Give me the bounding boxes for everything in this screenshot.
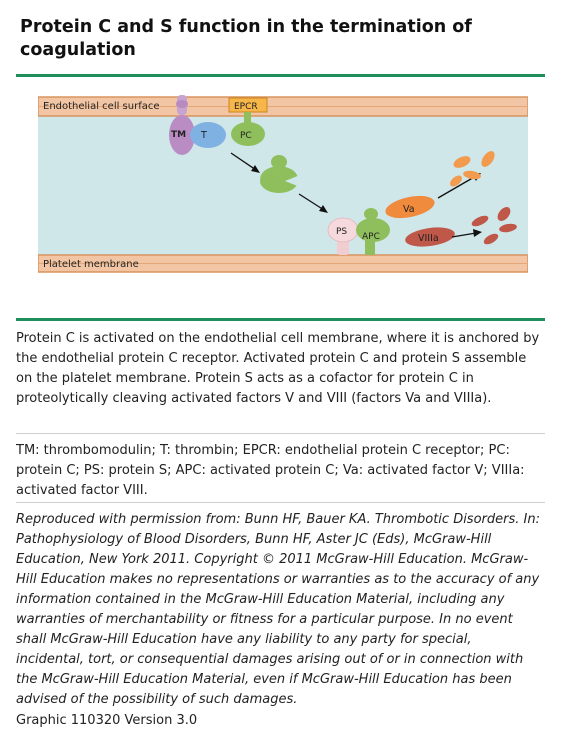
- section-divider: [16, 502, 545, 503]
- title-divider: [16, 74, 545, 77]
- coagulation-diagram: [38, 93, 528, 278]
- page-title: Protein C and S function in the termination of coagulation: [20, 17, 472, 60]
- permission-credit: Reproduced with permission from: Bunn HF, Bauer KA. Thrombotic Disorders. In: Pathophysiology of Blood Disorders, Bunn HF, Aster JC (Eds), McGraw-Hill Education, New York 2011. Copyright © 2011 McGraw-Hill Education. McGraw-Hill Education makes no representations or warranties as to the accuracy of any information contained in the McGraw-Hill Education Material, including any warranties of merchantability or fitness for a particular purpose. In no event shall McGraw-Hill Education have any liability to any party for special, incidental, tort, or consequential damages arising out of or in connection with the McGraw-Hill Education Material, even if McGraw-Hill Education has been advised of the possibility of such damages.: [16, 512, 540, 707]
- pc-label: PC: [240, 131, 252, 141]
- ps-label: PS: [336, 227, 348, 237]
- section-divider: [16, 433, 545, 434]
- endothelial-membrane-label: Endothelial cell surface: [43, 101, 160, 112]
- abbreviations: TM: thrombomodulin; T: thrombin; EPCR: endothelial protein C receptor; PC: protein C; PS: protein S; APC: activated protein C; Va: activated factor V; VIIIa: activated factor VIII.: [16, 443, 525, 498]
- graphic-id: Graphic 110320 Version 3.0: [16, 713, 198, 728]
- tm-label: TM: [171, 130, 187, 140]
- platelet-membrane-label: Platelet membrane: [43, 259, 139, 270]
- epcr-label: EPCR: [234, 102, 258, 112]
- va-label: Va: [403, 204, 415, 215]
- apc-label: APC: [362, 232, 380, 242]
- viiia-label: VIIIa: [418, 233, 439, 244]
- thrombin-molecule: [190, 122, 226, 148]
- figure-divider: [16, 318, 545, 321]
- figure-description: Protein C is activated on the endothelial cell membrane, where it is anchored by the endothelial protein C receptor. Activated protein C and protein S assemble on the platelet membrane. Protein S acts as a cofactor for protein C in proteolytically cleaving activated factors V and VIII (factors Va and VIIIa).: [16, 331, 540, 406]
- t-label: T: [201, 130, 207, 141]
